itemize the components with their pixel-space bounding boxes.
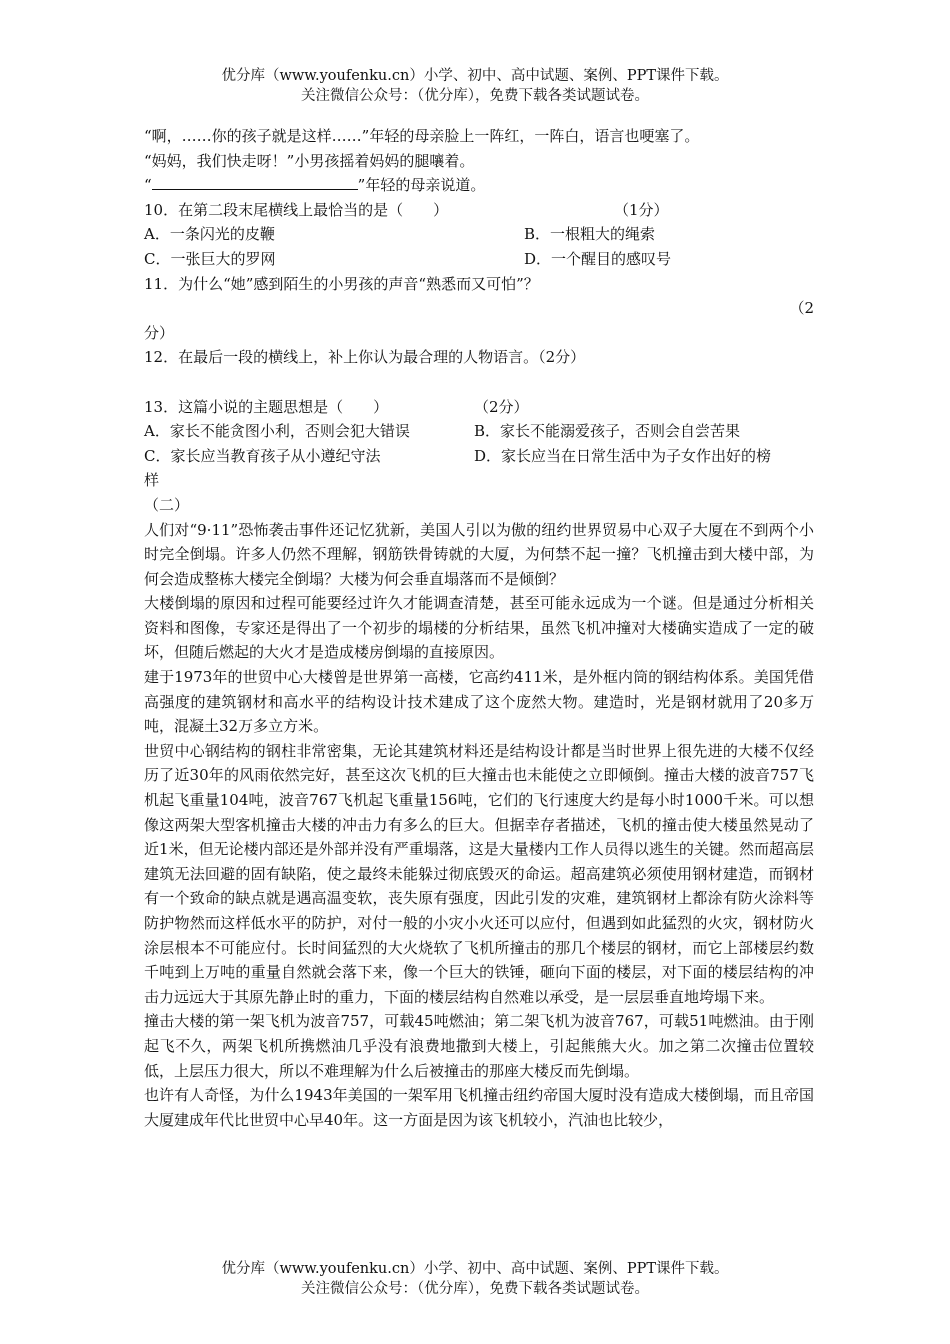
question-13-score: （2分）	[474, 397, 529, 416]
answer-blank[interactable]	[152, 173, 358, 190]
article-paragraph: 撞击大楼的第一架飞机为波音757，可载45吨燃油；第二架飞机为波音767，可载51吨燃油。由于刚起飞不久，两架飞机所携燃油几乎没有浪费地撒到大楼上，引起熊熊大火。加之第二次撞击位置较低，上层压力很大，所以不难理解为什么后被撞击的那座大楼反而先倒塌。	[144, 1012, 814, 1080]
question-12-stem: 12．在最后一段的横线上，补上你认为最合理的人物语言。（2分）	[144, 348, 586, 367]
question-10-option-d: D．一个醒目的感叹号	[524, 249, 672, 268]
question-13-option-a: A．家长不能贪图小利，否则会犯大错误	[144, 422, 410, 441]
question-13-stem: 13．这篇小说的主题思想是（ ）	[144, 397, 389, 416]
question-13-options-cd	[144, 444, 814, 469]
header-line-2: 关注微信公众号：（优分库），免费下载各类试题试卷。	[301, 88, 649, 104]
question-11-score-b: 分）	[144, 323, 175, 342]
section-2-label: （二）	[144, 495, 190, 514]
question-13-options-ab	[144, 419, 814, 444]
header-line-1: 优分库（www.youfenku.cn）小学、初中、高中试题、案例、PPT课件下载。	[221, 68, 729, 84]
question-10-stem: 10．在第二段末尾横线上最恰当的是（ ）	[144, 200, 449, 219]
article-paragraph: 建于1973年的世贸中心大楼曾是世界第一高楼，它高约411米，是外框内筒的钢结构体系。美国凭借高强度的建筑钢材和高水平的结构设计技术建成了这个庞然大物。建造时，光是钢材就用了20多万吨，混凝土32万多立方米。	[144, 668, 814, 736]
spacer	[144, 370, 814, 395]
story-line-2: “妈妈，我们快走呀！”小男孩摇着妈妈的腿嚷着。	[144, 151, 475, 170]
quote-close: ”年轻的母亲说道。	[357, 176, 486, 195]
quote-open: “	[144, 176, 152, 195]
question-10-option-b: B．一根粗大的绳索	[524, 225, 656, 244]
question-10-options-cd	[144, 247, 814, 272]
question-10-row	[144, 198, 814, 223]
article-paragraph: 也许有人奇怪，为什么1943年美国的一架军用飞机撞击纽约帝国大厦时没有造成大楼倒塌，而且帝国大厦建成年代比世贸中心早40年。这一方面是因为该飞机较小，汽油也比较少，	[144, 1086, 814, 1129]
question-10-option-c: C．一张巨大的罗网	[144, 249, 276, 268]
question-10-options-ab	[144, 222, 814, 247]
question-13-option-d-wrap: 样	[144, 471, 160, 490]
document-body	[144, 124, 814, 1132]
question-13-option-c: C．家长应当教育孩子从小遵纪守法	[144, 446, 381, 465]
story-line-3	[144, 173, 814, 198]
footer-line-2: 关注微信公众号：（优分库），免费下载各类试题试卷。	[301, 1281, 649, 1297]
question-13-option-d: D．家长应当在日常生活中为子女作出好的榜	[474, 446, 772, 465]
article-paragraph: 人们对“9·11”恐怖袭击事件还记忆犹新，美国人引以为傲的纽约世界贸易中心双子大厦在不到两个小时完全倒塌。许多人仍然不理解，钢筋铁骨铸就的大厦，为何禁不起一撞？飞机撞击到大楼中部，为何会造成整栋大楼完全倒塌？大楼为何会垂直塌落而不是倾倒？	[144, 520, 814, 588]
question-11-score-a: （2	[789, 299, 814, 318]
footer-line-1: 优分库（www.youfenku.cn）小学、初中、高中试题、案例、PPT课件下载。	[221, 1261, 729, 1277]
page-footer	[0, 1259, 950, 1299]
article-paragraph: 世贸中心钢结构的钢柱非常密集，无论其建筑材料还是结构设计都是当时世界上很先进的大楼不仅经历了近30年的风雨依然完好，甚至这次飞机的巨大撞击也未能使之立即倾倒。撞击大楼的波音757飞机起飞重量104吨，波音767飞机起飞重量156吨，它们的飞行速度大约是每小时1000千米。可以想像这两架大型客机撞击大楼的冲击力有多么的巨大。但据幸存者描述，飞机的撞击使大楼虽然晃动了近1米，但无论楼内部还是外部并没有严重塌落，这是大量楼内工作人员得以逃生的关键。然而超高层建筑无法回避的固有缺陷，使之最终未能躲过彻底毁灭的命运。超高建筑必须使用钢材建造，而钢材有一个致命的缺点就是遇高温变软，丧失原有强度，因此引发的灾难，建筑钢材上都涂有防火涂料等防护物然而这样低水平的防护，对付一般的小灾小火还可以应付，但遇到如此猛烈的火灾，钢材防火涂层根本不可能应付。长时间猛烈的大火烧软了飞机所撞击的那几个楼层的钢材，而它上部楼层约数千吨到上万吨的重量自然就会落下来，像一个巨大的铁锤，砸向下面的楼层，对下面的楼层结构的冲击力远远大于其原先静止时的重力，下面的楼层结构自然难以承受，是一层层垂直地垮塌下来。	[144, 741, 814, 1006]
story-line-1: “啊，……你的孩子就是这样……”年轻的母亲脸上一阵红，一阵白，语言也哽塞了。	[144, 127, 700, 145]
article-paragraph: 大楼倒塌的原因和过程可能要经过许久才能调查清楚，甚至可能永远成为一个谜。但是通过分析相关资料和图像，专家还是得出了一个初步的塌楼的分析结果，虽然飞机冲撞对大楼确实造成了一定的破坏，但随后燃起的大火才是造成楼房倒塌的直接原因。	[144, 594, 814, 662]
question-13-row	[144, 395, 814, 420]
question-11-stem: 11．为什么“她”感到陌生的小男孩的声音“熟悉而又可怕”？	[144, 274, 539, 293]
question-10-option-a: A．一条闪光的皮鞭	[144, 225, 275, 244]
page-header	[0, 66, 950, 106]
question-10-score: （1分）	[614, 200, 669, 219]
question-13-option-b: B．家长不能溺爱孩子，否则会自尝苦果	[474, 422, 741, 441]
